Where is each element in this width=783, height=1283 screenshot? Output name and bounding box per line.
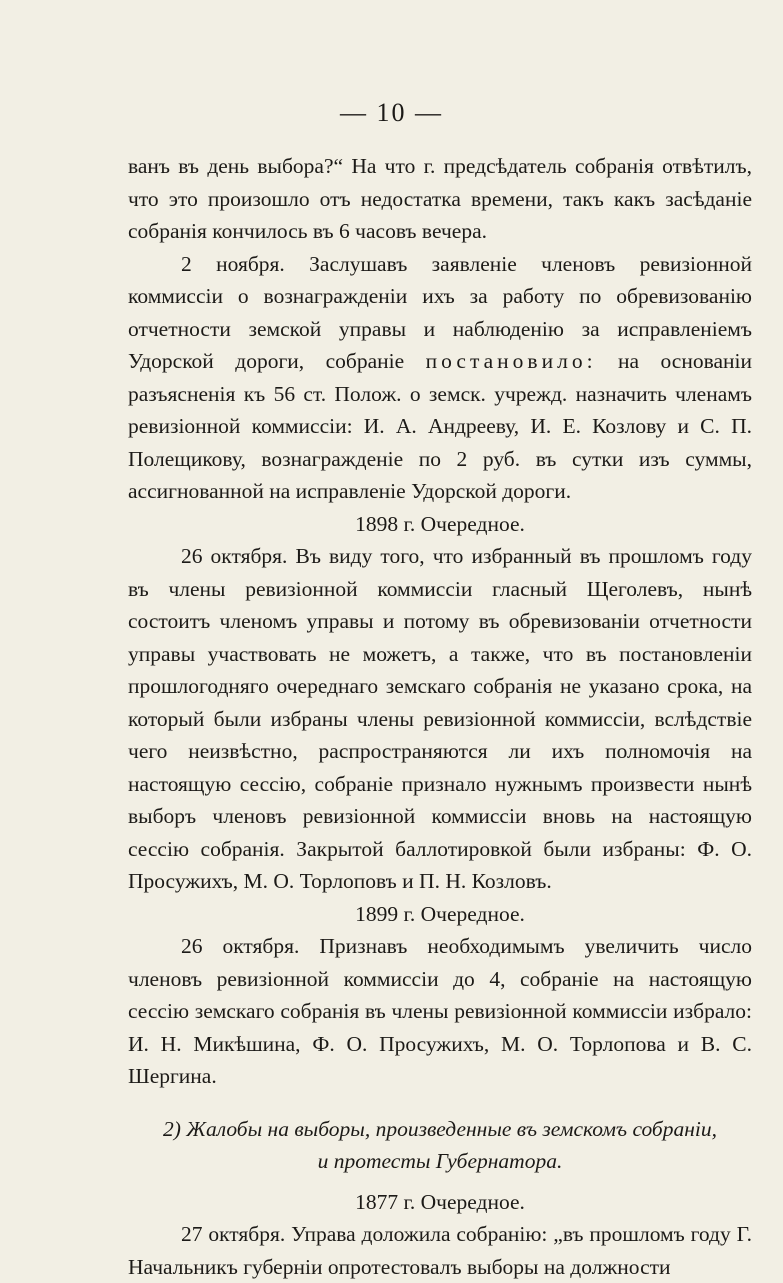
heading-1899: 1899 г. Очередное. [355, 901, 525, 926]
paragraph-1877: 27 октября. Управа доложила собранію: „въ прошломъ году Г. Начальникъ губерніи опротестовалъ выборы на должности [128, 1222, 752, 1279]
paragraph-nov-2 [128, 248, 752, 508]
page-number: — 10 — [340, 98, 443, 127]
section-title-line-1: 2) Жалобы на выборы, произведенные въ земскомъ собраніи, [162, 1116, 718, 1141]
paragraph-continuation: ванъ въ день выбора?“ На что г. предсѣдатель собранія отвѣтилъ, что это произошло отъ недостатка времени, такъ какъ засѣданіе собранія кончилось въ 6 часовъ вечера. [128, 154, 752, 243]
paragraph-1899: 26 октября. Признавъ необходимымъ увеличить число членовъ ревизіонной коммиссіи до 4, собраніе на настоящую сессію земскаго собранія въ члены ревизіонной коммиссіи избрало: И. Н. Микѣшина, Ф. О. Просужихъ, М. О. Торлопова и В. С. Шергина. [128, 934, 752, 1088]
heading-1898: 1898 г. Очередное. [355, 511, 525, 536]
paragraph-nov-2-part-b: на основаніи разъясненія къ 56 ст. Полож. о земск. учрежд. назначить членамъ ревизіонной коммиссіи: И. А. Андрееву, И. Е. Козлову и С. П. Полещикову, вознагражденіе по 2 руб. въ сутки изъ суммы, ассигнованной на исправленіе Удорской дороги. [128, 349, 753, 503]
spacer [128, 1178, 752, 1186]
paragraph-1898: 26 октября. Въ виду того, что избранный въ прошломъ году въ члены ревизіонной коммиссіи гласный Щеголевъ, нынѣ состоитъ членомъ управы и потому въ обревизованіи отчетности управы участвовать не можетъ, а также, что въ постановленіи прошлогодняго очереднаго земскаго собранія не указано срока, на который были избраны члены ревизіонной коммиссіи, вслѣдствіе чего неизвѣстно, распространяются ли ихъ полномочія на настоящую сессію, собраніе признало нужнымъ произвести нынѣ выборъ членовъ ревизіонной коммиссіи вновь на настоящую сессію собранія. Закрытой баллотировкой были избраны: Ф. О. Просужихъ, М. О. Торлоповъ и П. Н. Козловъ. [128, 544, 752, 893]
heading-1877: 1877 г. Очередное. [355, 1189, 525, 1214]
spaced-word-postanovilo: постановило: [425, 349, 597, 373]
paragraph-nov-2-part-a: 2 ноября. Заслушавъ заявленіе членовъ ревизіонной коммиссіи о вознагражденіи ихъ за работу по обревизованію отчетности земской управы и наблюденію за исправленіемъ Удорской дороги, собраніе [128, 251, 752, 373]
page-body [128, 150, 752, 1283]
section-title-line-2: и протесты Губернатора. [317, 1149, 563, 1173]
spacer [128, 1093, 752, 1113]
